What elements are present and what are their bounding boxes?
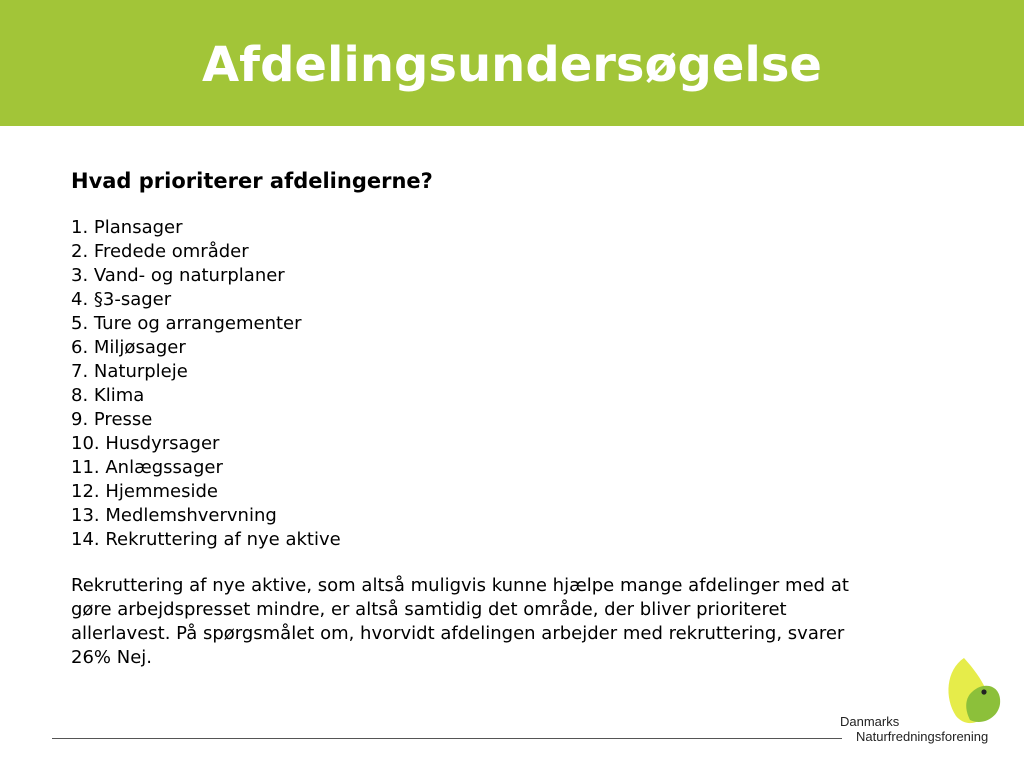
header-band	[0, 0, 1024, 126]
logo-line-2: Naturfredningsforening	[856, 729, 989, 744]
slide-content	[71, 166, 891, 670]
summary-paragraph: Rekruttering af nye aktive, som altså muligvis kunne hjælpe mange afdelinger med at gøre arbejdspresset mindre, er altså samtidig det område, der bliver prioriteret allerlavest. På spørgsmålet om, hvorvidt afdelingen arbejder med rekruttering, svarer 26% Nej.	[71, 575, 849, 668]
list-item: 13. Medlemshvervning	[71, 505, 277, 526]
list-item: 3. Vand- og naturplaner	[71, 265, 285, 286]
list-item: 8. Klima	[71, 385, 145, 406]
list-item: 1. Plansager	[71, 217, 183, 238]
footer-divider	[52, 738, 842, 739]
priority-list	[71, 216, 891, 552]
list-item: 9. Presse	[71, 409, 153, 430]
list-item: 6. Miljøsager	[71, 337, 186, 358]
slide-title: Afdelingsundersøgelse	[202, 37, 822, 93]
list-item: 11. Anlægssager	[71, 457, 223, 478]
list-item: 2. Fredede områder	[71, 241, 249, 262]
list-item: 7. Naturpleje	[71, 361, 188, 382]
list-item: 10. Husdyrsager	[71, 433, 220, 454]
logo-wordmark	[840, 714, 988, 744]
list-item: 14. Rekruttering af nye aktive	[71, 529, 341, 550]
list-item: 12. Hjemmeside	[71, 481, 218, 502]
logo-line-1: Danmarks	[840, 714, 900, 729]
list-item: 4. §3-sager	[71, 289, 172, 310]
question-heading: Hvad prioriterer afdelingerne?	[71, 169, 433, 193]
organization-logo	[836, 650, 1016, 750]
list-item: 5. Ture og arrangementer	[71, 313, 302, 334]
